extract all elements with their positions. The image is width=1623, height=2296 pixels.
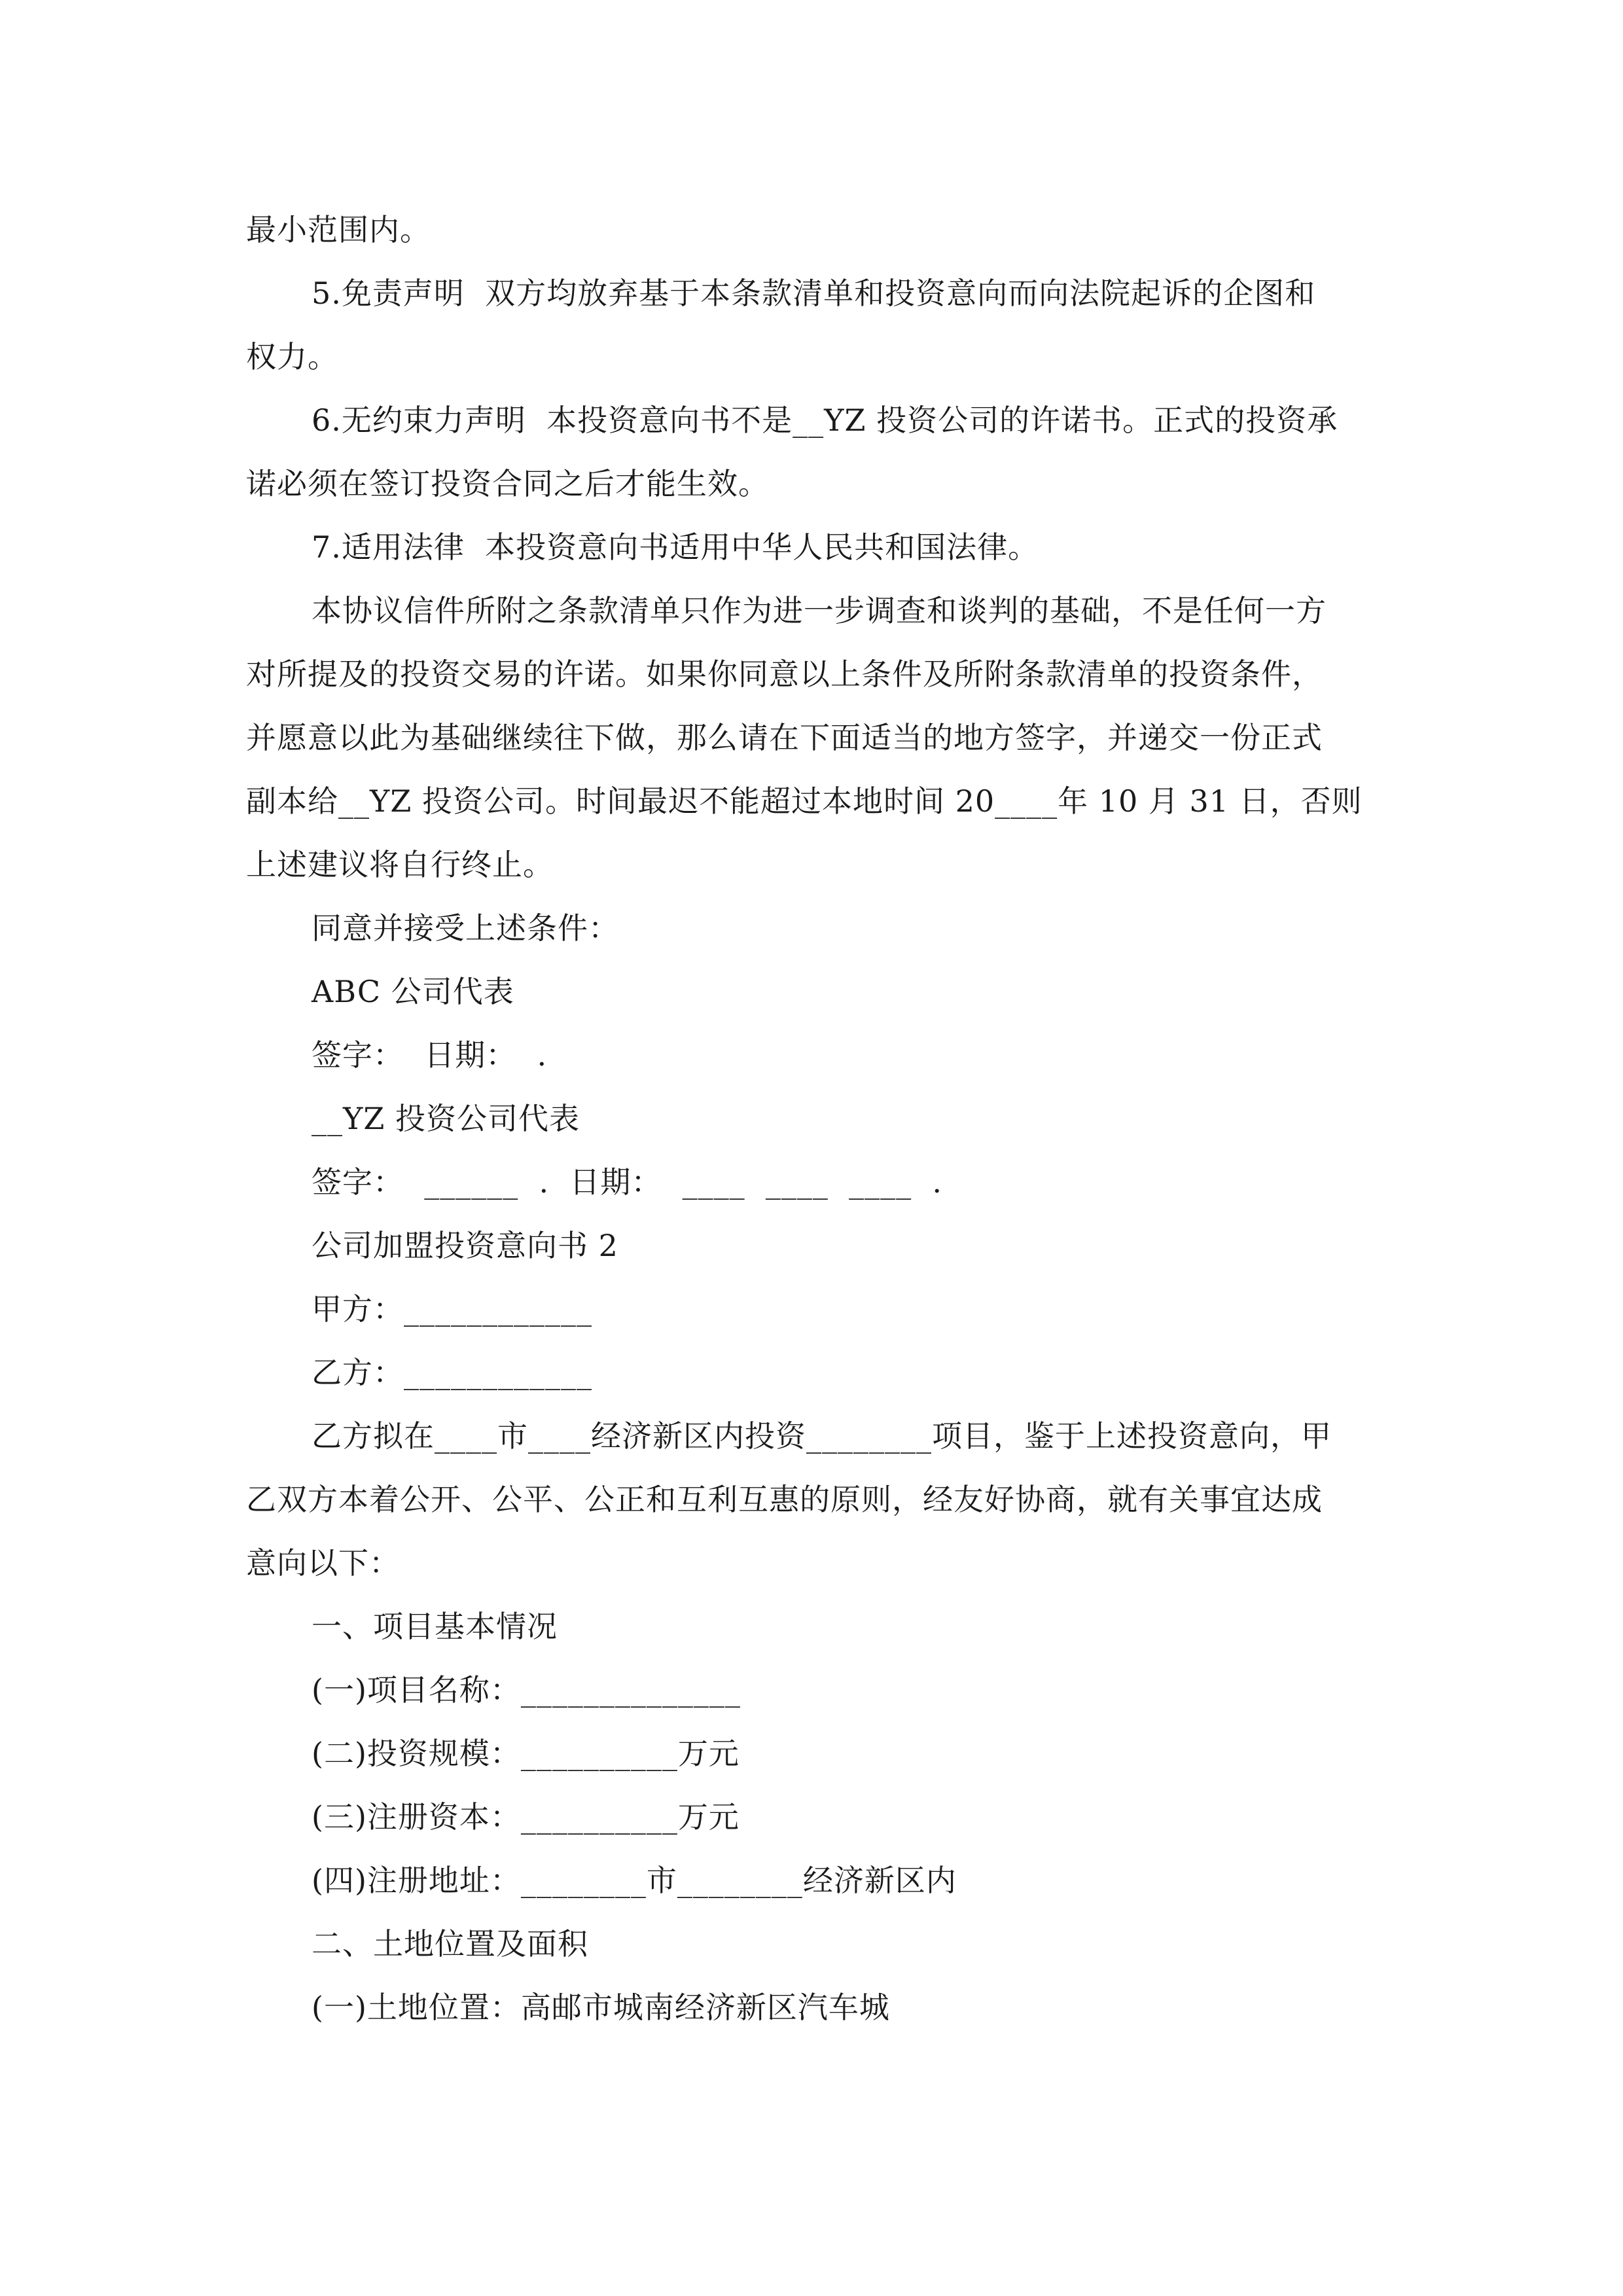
text-line: 本协议信件所附之条款清单只作为进一步调查和谈判的基础，不是任何一方 (312, 593, 1327, 628)
text-line: 6.无约束力声明 本投资意向书不是__YZ 投资公司的许诺书。正式的投资承 (312, 403, 1338, 438)
text-line: 公司加盟投资意向书 2 (312, 1228, 618, 1263)
text-line: ABC 公司代表 (312, 974, 514, 1009)
text-line: 权力。 (246, 339, 338, 374)
text-line: 签字： ______ . 日期： ____ ____ ____ . (312, 1164, 942, 1200)
text-line: 乙方：____________ (312, 1355, 592, 1390)
text-line: (三)注册资本：__________万元 (312, 1799, 740, 1835)
text-line: 二、土地位置及面积 (312, 1926, 588, 1962)
text-line: 意向以下： (246, 1545, 400, 1581)
text-line: __YZ 投资公司代表 (312, 1101, 580, 1136)
text-line: 5.免责声明 双方均放弃基于本条款清单和投资意向而向法院起诉的企图和 (312, 276, 1316, 311)
text-line: 并愿意以此为基础继续往下做，那么请在下面适当的地方签字，并递交一份正式 (246, 720, 1323, 755)
text-line: (一)土地位置：高邮市城南经济新区汽车城 (312, 1990, 890, 2025)
text-line: 副本给__YZ 投资公司。时间最迟不能超过本地时间 20____年 10 月 31 日，否则 (246, 783, 1363, 819)
text-line: 最小范围内。 (246, 212, 431, 247)
text-line: 诺必须在签订投资合同之后才能生效。 (246, 466, 769, 501)
text-line: (一)项目名称：______________ (312, 1672, 741, 1708)
text-line: 7.适用法律 本投资意向书适用中华人民共和国法律。 (312, 529, 1039, 565)
text-line: 对所提及的投资交易的许诺。如果你同意以上条件及所附条款清单的投资条件， (246, 656, 1323, 692)
text-line: 同意并接受上述条件： (312, 910, 619, 946)
text-line: 上述建议将自行终止。 (246, 847, 554, 882)
text-line: (二)投资规模：__________万元 (312, 1736, 740, 1771)
text-line: (四)注册地址：________市________经济新区内 (312, 1863, 957, 1898)
text-line: 甲方：____________ (312, 1291, 592, 1327)
text-line: 一、项目基本情况 (312, 1609, 558, 1644)
text-line: 签字： 日期： . (312, 1037, 548, 1073)
text-line: 乙双方本着公开、公平、公正和互利互惠的原则，经友好协商，就有关事宜达成 (246, 1482, 1323, 1517)
text-line: 乙方拟在____市____经济新区内投资________项目，鉴于上述投资意向，甲 (312, 1418, 1332, 1454)
